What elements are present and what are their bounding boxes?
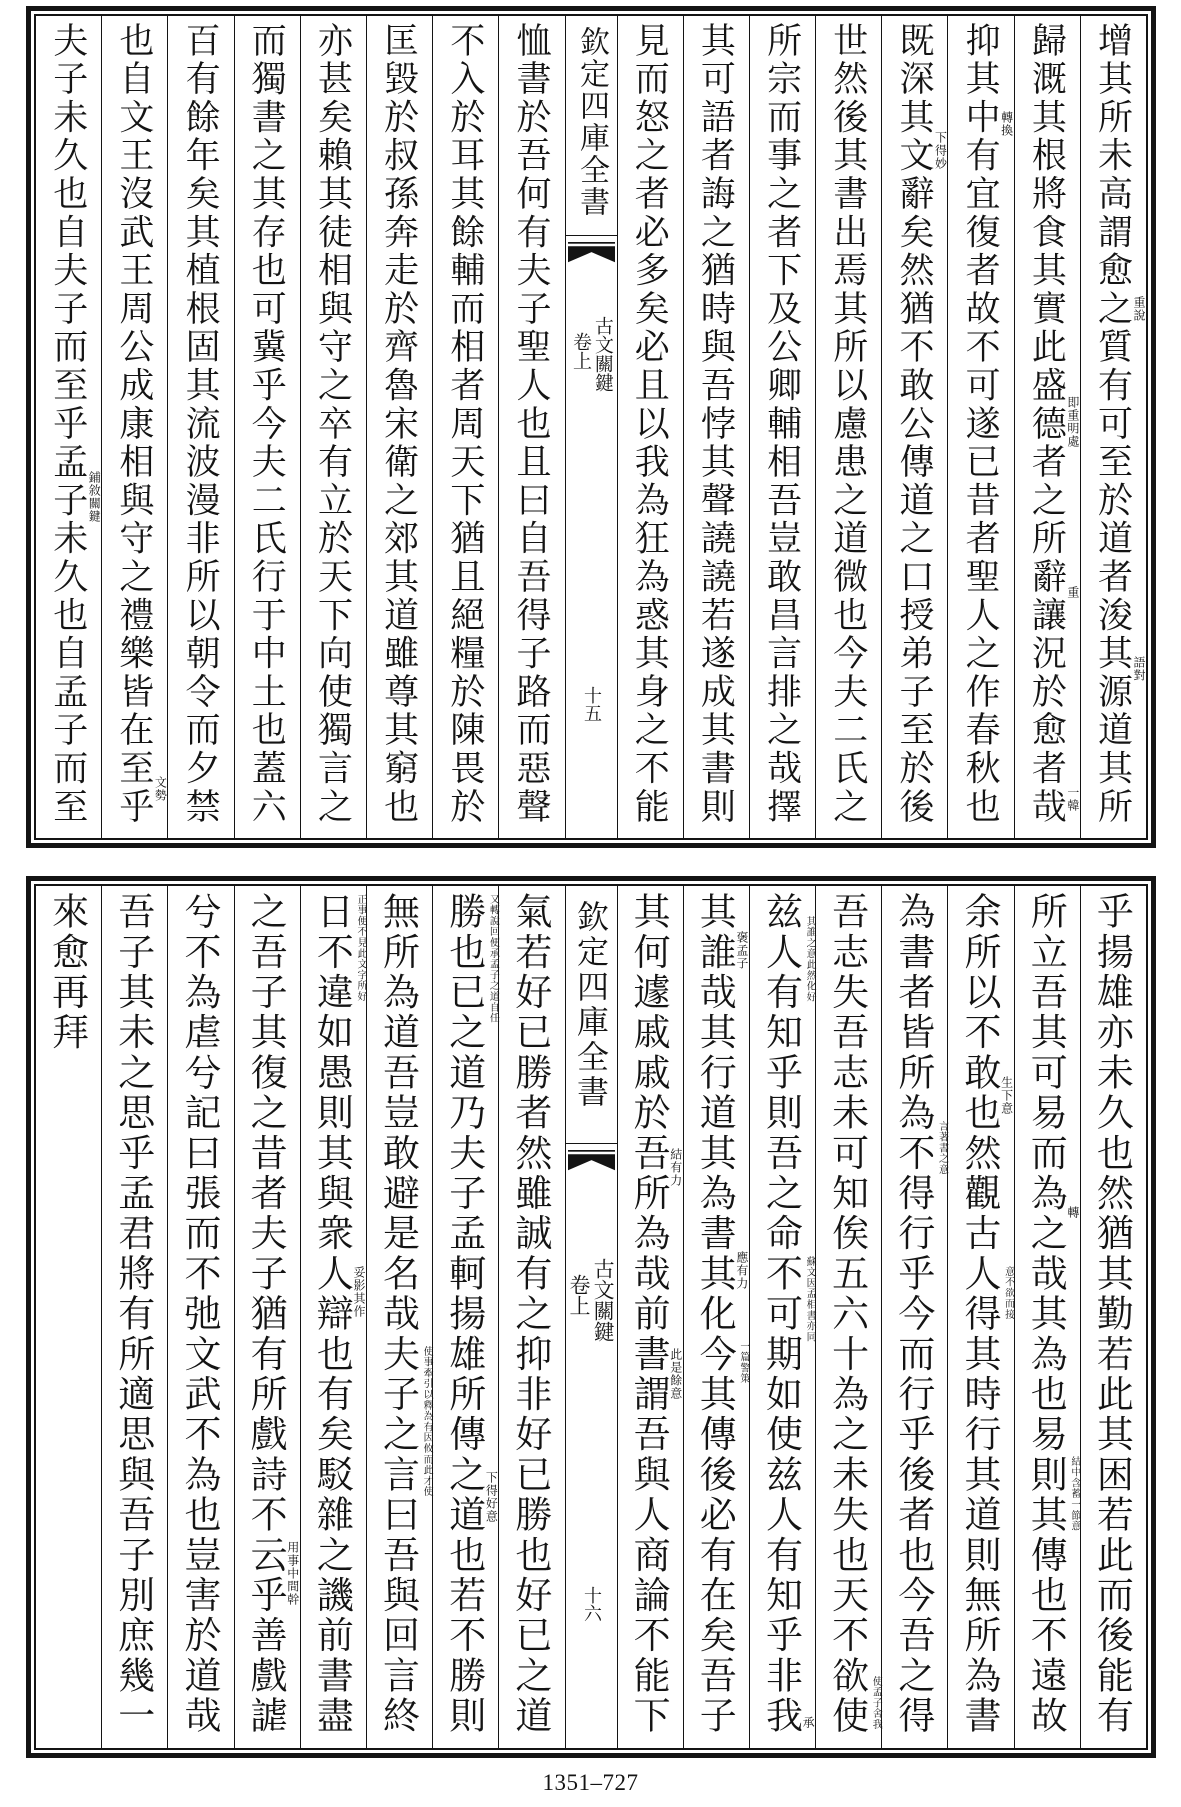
text-column-7	[683, 16, 749, 838]
column-text: 所立吾其可易而為之哉其為也易則其傳也不遠故	[1024, 892, 1068, 1737]
text-column-14	[167, 886, 233, 1748]
column-text: 兹人有知乎則吾之命不可期如使兹人有知乎非我	[759, 892, 803, 1737]
annotation-note: 其誰之意此然化好	[804, 916, 816, 1003]
column-text: 恤書於吾何有夫子聖人也且曰自吾得子路而惡聲	[511, 22, 552, 827]
text-column-9	[498, 16, 564, 838]
column-text: 余所以不敢也然觀古人得其時行其道則無所為書	[958, 892, 1002, 1737]
column-text: 其可語者誨之猶時與吾悖其聲譊譊若遂成其書則	[695, 22, 736, 827]
column-text: 兮不為虐兮記曰張而不弛文武不為也豈害於道哉	[177, 892, 221, 1737]
text-column-16	[36, 886, 101, 1748]
text-column-15	[101, 886, 167, 1748]
center-spine	[565, 886, 617, 1748]
text-column-4	[881, 16, 947, 838]
column-text: 其誰哉其行道其為書其化今其傳後必有在矣吾子	[693, 892, 737, 1737]
book-title-block	[569, 316, 613, 392]
annotation-note: 一韓	[1065, 786, 1080, 812]
annotation-note: 結中含蓄一節意	[1068, 1456, 1080, 1532]
text-column-12	[300, 886, 366, 1748]
annotation-note: 一篇警策	[737, 1341, 749, 1385]
column-text: 乎揚雄亦未久也然猶其勤若此其困若此而後能有	[1090, 892, 1134, 1737]
annotation-note: 此是餘意	[668, 1348, 683, 1400]
book-title-block	[567, 1258, 615, 1342]
column-text: 既深其文辭矣然猶不敢公傳道之口授弟子至於後	[893, 22, 934, 827]
bottom-page-panel	[26, 876, 1156, 1758]
collection-title: 欽定四庫全書	[574, 26, 609, 218]
text-column-1	[1080, 16, 1146, 838]
volume-label: 卷上	[570, 332, 592, 370]
annotation-note: 重說	[1132, 296, 1146, 322]
column-text: 不入於耳其餘輔而相者周天下猶且絕糧於陳畏於	[444, 22, 485, 827]
column-text: 夫子未久也自夫子而至乎孟子未久也自孟子而至	[47, 22, 88, 827]
text-column-10	[432, 16, 498, 838]
column-text: 亦甚矣賴其徒相與守之卒有立於天下向使獨言之	[312, 22, 353, 827]
text-column-16	[36, 16, 101, 838]
book-title: 古文關鍵	[591, 316, 614, 392]
column-text: 為書者皆所為不得行乎今而行乎後者也今吾之得	[891, 892, 935, 1737]
text-column-6	[749, 16, 815, 838]
leaf-number: 十五	[581, 686, 602, 722]
column-text: 吾子其未之思乎孟君將有所適思與吾子別庶幾一	[111, 892, 155, 1737]
column-text: 也自文王沒武王周公成康相與守之禮樂皆在至乎	[113, 22, 154, 827]
top-page-text-frame	[34, 14, 1148, 840]
column-text: 百有餘年矣其植根固其流波漫非所以朝令而夕禁	[180, 22, 221, 827]
text-column-6	[749, 886, 815, 1748]
annotation-note: 妥影其作	[351, 1266, 366, 1318]
column-text: 而獨書之其存也可冀乎今夫二氏行于中土也蓋六	[246, 22, 287, 827]
text-column-3	[947, 886, 1013, 1748]
text-column-10	[432, 886, 498, 1748]
annotation-note: 意不欲而接	[1002, 1266, 1014, 1320]
annotation-note: 承	[801, 1716, 816, 1729]
annotation-note: 褒孟子	[734, 931, 749, 970]
page-code: 1351–727	[542, 1770, 639, 1795]
annotation-note: 語對	[1132, 656, 1146, 682]
text-column-7	[683, 886, 749, 1748]
column-text: 勝也已之道乃夫子孟軻揚雄所傳之道也若不勝則	[442, 892, 486, 1737]
text-column-4	[881, 886, 947, 1748]
text-column-9	[498, 886, 564, 1748]
text-column-8	[617, 16, 683, 838]
text-column-8	[617, 886, 683, 1748]
center-spine	[565, 16, 617, 838]
text-column-1	[1080, 886, 1146, 1748]
text-column-15	[101, 16, 167, 838]
text-column-2	[1014, 886, 1080, 1748]
annotation-note: 即重明處	[1065, 396, 1080, 448]
column-text: 來愈再拜	[45, 892, 89, 1053]
bottom-page-text-frame	[34, 884, 1148, 1750]
column-text: 吾志失吾志未可知俟五六十為之未失也天不欲使	[825, 892, 869, 1737]
column-text: 無所為道吾豈敢避是名哉夫子之言曰吾與回言終	[376, 892, 420, 1737]
annotation-note: 重	[1065, 586, 1080, 599]
annotation-note: 應有力	[734, 1251, 749, 1290]
text-column-5	[815, 16, 881, 838]
text-column-13	[234, 16, 300, 838]
text-column-11	[366, 886, 432, 1748]
column-text: 匡毀於叔孫奔走於齊魯宋衛之郊其道雖尊其窮也	[378, 22, 419, 827]
annotation-note: 言著書之意	[936, 1121, 948, 1175]
annotation-note: 蘇文因孟相書亦同	[804, 1256, 816, 1343]
column-text: 日不違如愚則其與衆人辯也有矣駁雜之譏前書盡	[310, 892, 354, 1737]
annotation-note: 使孟子舍我	[870, 1676, 882, 1730]
text-column-14	[167, 16, 233, 838]
annotation-note: 下得好意	[484, 1471, 499, 1523]
text-column-13	[234, 886, 300, 1748]
column-text: 增其所未高謂愈之質有可至於道者浚其源道其所	[1092, 22, 1133, 827]
annotation-note: 用事中間幹	[285, 1541, 300, 1606]
annotation-note: 下得妙	[933, 131, 948, 170]
text-column-5	[815, 886, 881, 1748]
annotation-note: 正事便不見此文字所好	[354, 894, 366, 1002]
fishtail-mark	[568, 242, 615, 264]
annotation-note: 轉換	[999, 111, 1014, 137]
text-column-3	[947, 16, 1013, 838]
volume-label: 卷上	[567, 1274, 591, 1316]
spine-title-box	[566, 886, 617, 1144]
column-text: 抑其中有宜復者故不可遂已昔者聖人之作春秋也	[960, 22, 1001, 827]
leaf-number: 十六	[581, 1586, 602, 1622]
text-column-2	[1014, 16, 1080, 838]
column-text: 氣若好已勝者然雖誠有之抑非好已勝也好已之道	[508, 892, 552, 1737]
annotation-note: 鋪敘關鍵	[87, 471, 102, 523]
column-text: 歸溉其根將食其實此盛德者之所辭讓況於愈者哉	[1026, 22, 1067, 827]
column-text: 之吾子其復之昔者夫子猶有所戲詩不云乎善戲謔	[244, 892, 288, 1737]
column-text: 其何遽戚戚於吾所為哉前書謂吾與人商論不能下	[627, 892, 671, 1737]
annotation-note: 轉	[1065, 1206, 1080, 1219]
annotation-note: 生下意	[999, 1076, 1014, 1115]
text-column-12	[300, 16, 366, 838]
annotation-note: 又轉說回便承孟子之道自任	[487, 894, 499, 1024]
collection-title: 欽定四庫全書	[572, 900, 610, 1110]
fishtail-mark	[568, 1150, 615, 1172]
annotation-note: 使事牽引以釋為有因攸而此才使	[421, 1346, 433, 1498]
column-text: 所宗而事之者下及公卿輔相吾豈敢昌言排之哉擇	[761, 22, 802, 827]
annotation-note: 結有力	[668, 1148, 683, 1187]
column-text: 見而怒之者必多矣必且以我為狂為惑其身之不能	[629, 22, 670, 827]
book-title: 古文關鍵	[591, 1258, 616, 1342]
top-page-panel	[26, 6, 1156, 848]
text-column-11	[366, 16, 432, 838]
annotation-note: 文勢	[153, 776, 168, 802]
spine-title-box	[566, 16, 617, 236]
column-text: 世然後其書出焉其所以慮患之道微也今夫二氏之	[827, 22, 868, 827]
